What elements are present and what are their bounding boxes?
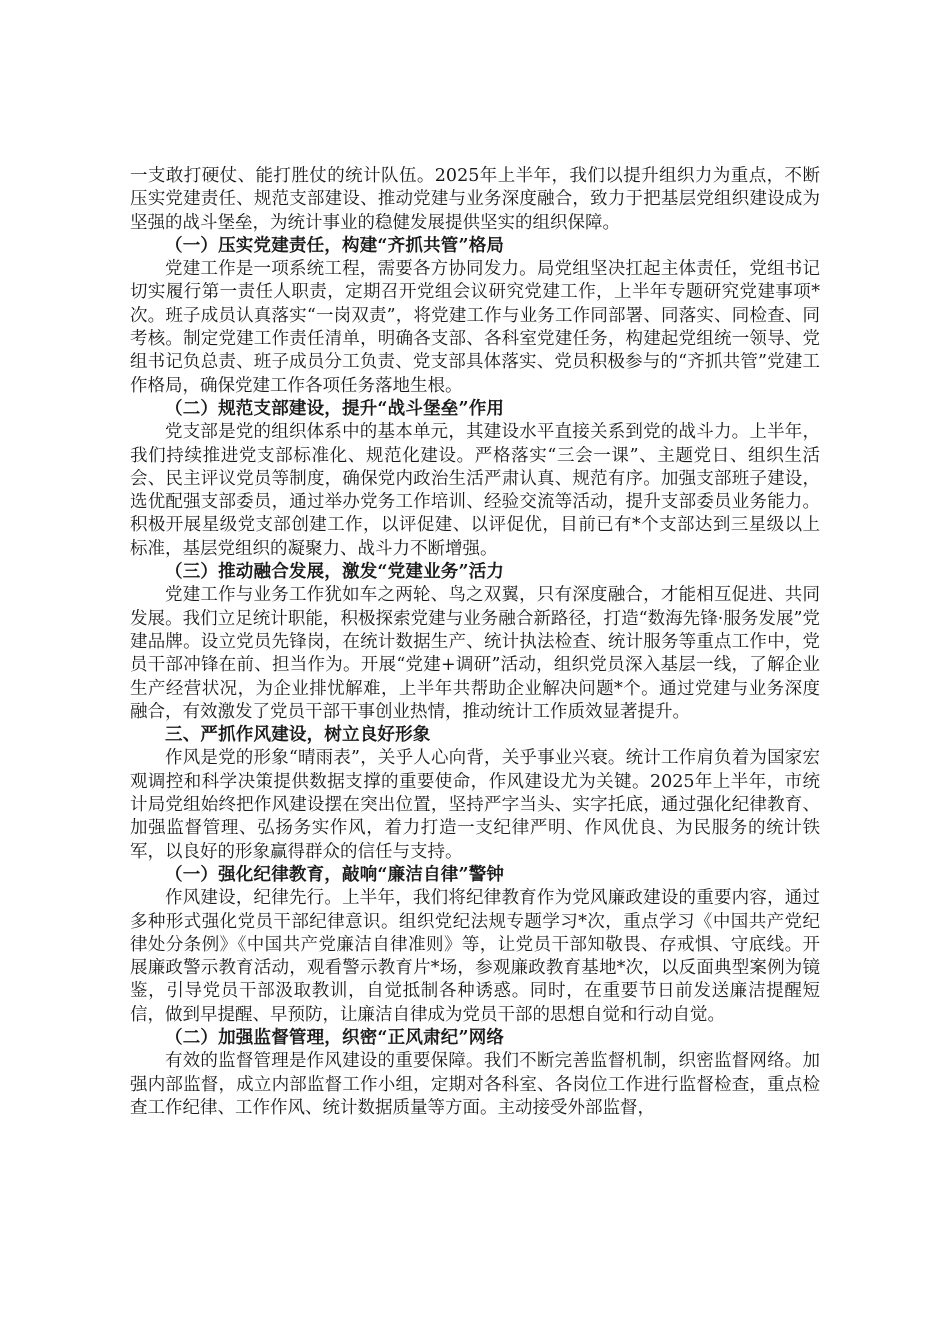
section-heading-work-style: 三、严抓作风建设，树立良好形象 (165, 725, 431, 746)
paragraph-work-style: 作风是党的形象“晴雨表”，关乎人心向背，关乎事业兴衰。统计工作肩负着为国家宏观调控和科学决策提供数据支撑的重要使命，作风建设尤为关键。2025年上半年，市统计局党组始终把作风建设摆在突出位置，坚持严字当头、实字托底，通过强化纪律教育、加强监督管理、弘扬务实作风，着力打造一支纪律严明、作风优良、为民服务的统计铁军，以良好的形象赢得群众的信任与支持。 (130, 748, 820, 862)
section-heading-supervision: （二）加强监督管理，织密“正风肃纪”网络 (165, 1027, 505, 1048)
document-page (130, 165, 820, 1120)
section-heading-consolidate-responsibility: （一）压实党建责任，构建“齐抓共管”格局 (165, 235, 505, 256)
paragraph-integrated-development: 党建工作与业务工作犹如车之两轮、鸟之双翼，只有深度融合，才能相互促进、共同发展。我们立足统计职能，积极探索党建与业务融合新路径，打造“数海先锋·服务发展”党建品牌。设立党员先锋岗，在统计数据生产、统计执法检查、统计服务等重点工作中，党员干部冲锋在前、担当作为。开展“党建+调研”活动，组织党员深入基层一线，了解企业生产经营状况，为企业排忧解难，上半年共帮助企业解决问题*个。通过党建与业务深度融合，有效激发了党员干部干事创业热情，推动统计工作质效显著提升。 (130, 585, 820, 722)
section-heading-integrated-development: （三）推动融合发展，激发“党建业务”活力 (165, 562, 505, 583)
paragraph-intro-continued: 一支敢打硬仗、能打胜仗的统计队伍。2025年上半年，我们以提升组织力为重点，不断压实党建责任、规范支部建设、推动党建与业务深度融合，致力于把基层党组织建设成为坚强的战斗堡垒，为统计事业的稳健发展提供坚实的组织保障。 (130, 166, 820, 233)
paragraph-discipline-education: 作风建设，纪律先行。上半年，我们将纪律教育作为党风廉政建设的重要内容，通过多种形式强化党员干部纪律意识。组织党纪法规专题学习*次，重点学习《中国共产党纪律处分条例》《中国共产党廉洁自律准则》等，让党员干部知敬畏、存戒惧、守底线。开展廉政警示教育活动，观看警示教育片*场，参观廉政教育基地*次，以反面典型案例为镜鉴，引导党员干部汲取教训，自觉抵制各种诱惑。同时，在重要节日前发送廉洁提醒短信，做到早提醒、早预防，让廉洁自律成为党员干部的思想自觉和行动自觉。 (130, 888, 820, 1025)
section-heading-branch-construction: （二）规范支部建设，提升“战斗堡垒”作用 (165, 398, 505, 419)
section-heading-discipline-education: （一）强化纪律教育，敲响“廉洁自律”警钟 (165, 864, 505, 885)
paragraph-branch-construction: 党支部是党的组织体系中的基本单元，其建设水平直接关系到党的战斗力。上半年，我们持续推进党支部标准化、规范化建设。严格落实“三会一课”、主题党日、组织生活会、民主评议党员等制度，确保党内政治生活严肃认真、规范有序。加强支部班子建设，选优配强支部委员，通过举办党务工作培训、经验交流等活动，提升支部委员业务能力。积极开展星级党支部创建工作，以评促建、以评促优，目前已有*个支部达到三星级以上标准，基层党组织的凝聚力、战斗力不断增强。 (130, 422, 820, 559)
paragraph-supervision: 有效的监督管理是作风建设的重要保障。我们不断完善监督机制，织密监督网络。加强内部监督，成立内部监督工作小组，定期对各科室、各岗位工作进行监督检查，重点检查工作纪律、工作作风、统计数据质量等方面。主动接受外部监督， (130, 1051, 820, 1118)
paragraph-party-responsibility: 党建工作是一项系统工程，需要各方协同发力。局党组坚决扛起主体责任，党组书记切实履行第一责任人职责，定期召开党组会议研究党建工作，上半年专题研究党建事项*次。班子成员认真落实“一岗双责”，将党建工作与业务工作同部署、同落实、同检查、同考核。制定党建工作责任清单，明确各支部、各科室党建任务，构建起党组统一领导、党组书记负总责、班子成员分工负责、党支部具体落实、党员积极参与的“齐抓共管”党建工作格局，确保党建工作各项任务落地生根。 (130, 259, 820, 396)
